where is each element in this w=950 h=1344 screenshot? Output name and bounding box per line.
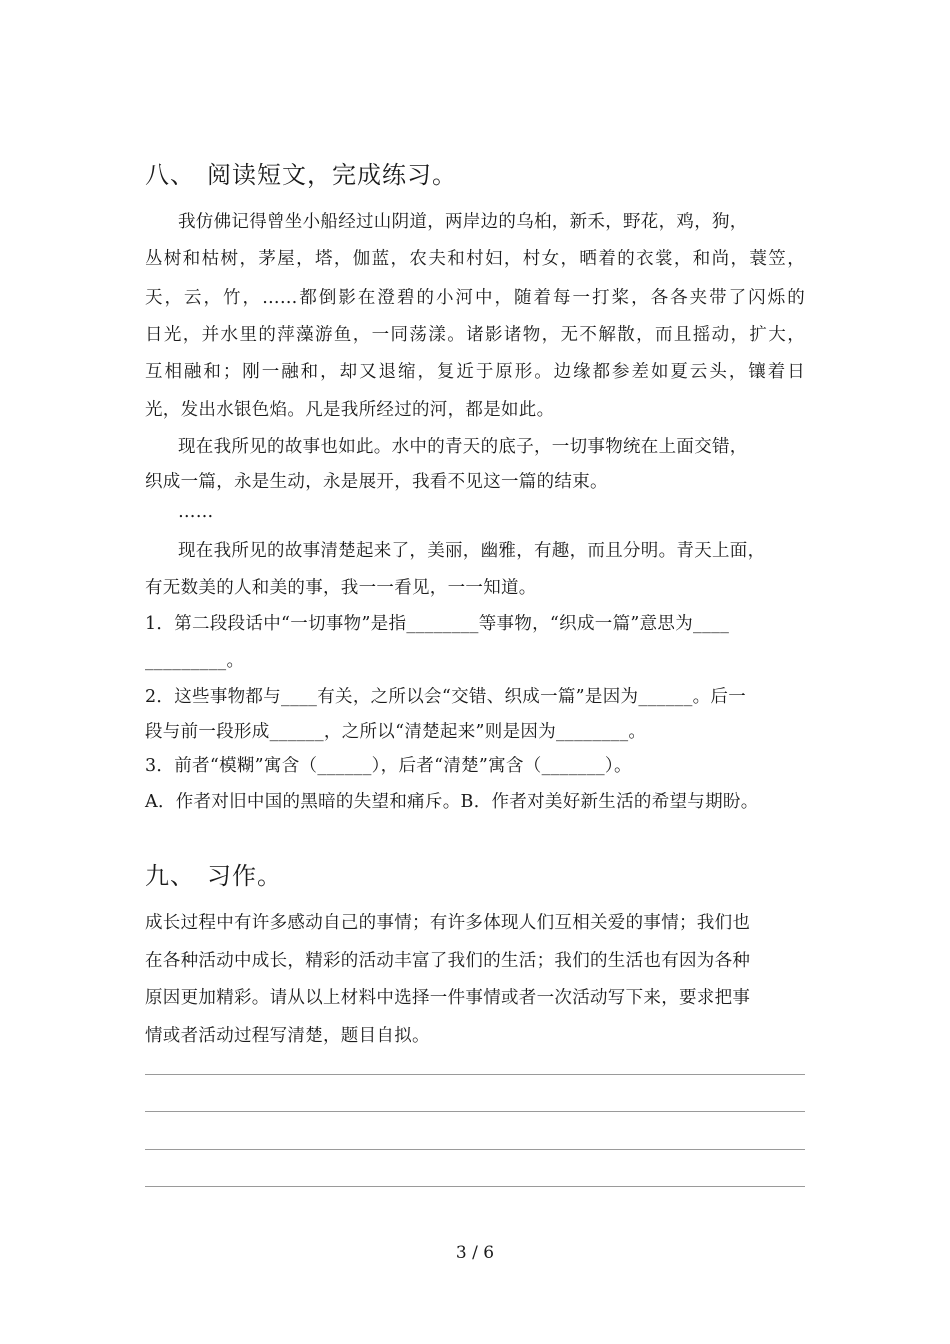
section-9-title: 习作。 xyxy=(207,862,282,890)
passage-line: 天，云，竹，……都倒影在澄碧的小河中，随着每一打桨，各各夹带了闪烁的 xyxy=(145,288,805,308)
writing-line[interactable] xyxy=(145,1186,805,1187)
passage-line: 我仿佛记得曾坐小船经过山阴道，两岸边的乌桕，新禾，野花，鸡，狗， xyxy=(178,212,748,232)
question-2-continued: 段与前一段形成______，之所以“清楚起来”则是因为________。 xyxy=(145,722,647,742)
writing-line[interactable] xyxy=(145,1074,805,1075)
passage-line: 有无数美的人和美的事，我一一看见，一一知道。 xyxy=(145,578,537,598)
passage-line: 光，发出水银色焰。凡是我所经过的河，都是如此。 xyxy=(145,400,555,420)
question-1-continued: _________。 xyxy=(145,651,245,671)
passage-line: 织成一篇，永是生动，永是展开，我看不见这一篇的结束。 xyxy=(145,472,608,492)
section-8-heading xyxy=(145,155,457,190)
passage-line: 日光，并水里的萍藻游鱼，一同荡漾。诸影诸物，无不解散，而且摇动，扩大， xyxy=(145,325,805,345)
section-9-number: 九、 xyxy=(145,862,195,890)
passage-ellipsis: …… xyxy=(178,502,214,522)
question-1: 1．第二段段话中“一切事物”是指________等事物，“织成一篇”意思为____ xyxy=(145,614,730,634)
section-9-heading xyxy=(145,856,282,891)
prompt-line: 原因更加精彩。请从以上材料中选择一件事情或者一次活动写下来，要求把事 xyxy=(145,988,751,1008)
writing-line[interactable] xyxy=(145,1149,805,1150)
question-3: 3．前者“模糊”寓含（______），后者“清楚”寓含（_______）。 xyxy=(145,756,632,776)
prompt-line: 在各种活动中成长，精彩的活动丰富了我们的生活；我们的生活也有因为各种 xyxy=(145,951,751,971)
section-8-number: 八、 xyxy=(145,161,195,189)
passage-line: 现在我所见的故事清楚起来了，美丽，幽雅，有趣，而且分明。青天上面， xyxy=(178,541,766,561)
passage-line: 互相融和；刚一融和，却又退缩，复近于原形。边缘都参差如夏云头，镶着日 xyxy=(145,362,805,382)
prompt-line: 成长过程中有许多感动自己的事情；有许多体现人们互相关爱的事情；我们也 xyxy=(145,913,751,933)
section-8-title: 阅读短文，完成练习。 xyxy=(207,161,457,189)
page-number: 3 / 6 xyxy=(455,1243,495,1263)
passage-line: 现在我所见的故事也如此。水中的青天的底子，一切事物统在上面交错， xyxy=(178,437,748,457)
question-2: 2．这些事物都与____有关，之所以会“交错、织成一篇”是因为______。后一 xyxy=(145,687,747,707)
writing-line[interactable] xyxy=(145,1111,805,1112)
question-3-options: A．作者对旧中国的黑暗的失望和痛斥。B．作者对美好新生活的希望与期盼。 xyxy=(145,792,759,812)
prompt-line: 情或者活动过程写清楚，题目自拟。 xyxy=(145,1026,430,1046)
passage-line: 丛树和枯树，茅屋，塔，伽蓝，农夫和村妇，村女，晒着的衣裳，和尚，蓑笠， xyxy=(145,249,805,269)
